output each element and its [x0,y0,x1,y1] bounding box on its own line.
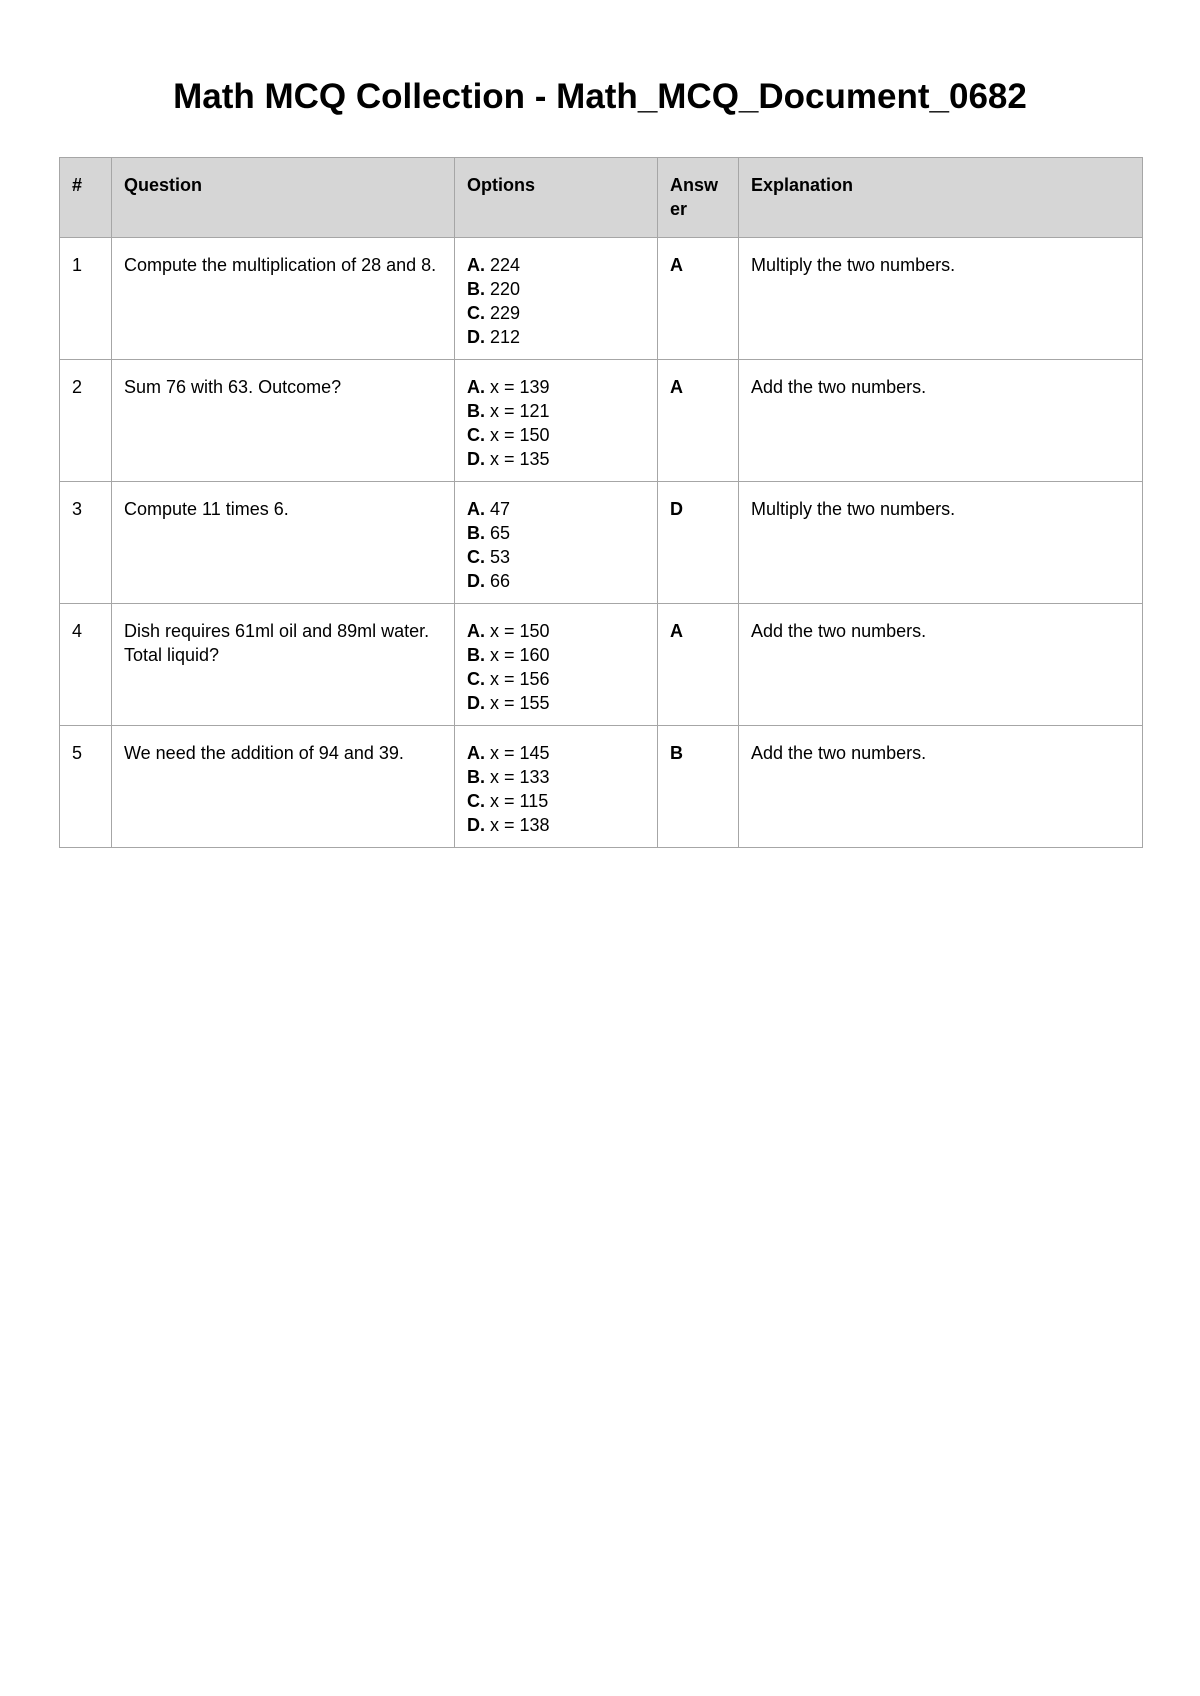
option-line [467,667,645,691]
option-text: 65 [490,523,511,543]
option-line [467,643,645,667]
option-text: 53 [490,547,511,567]
mcq-table [59,157,1143,848]
question-text: Sum 76 with 63. Outcome? [112,360,455,482]
option-letter: A. [467,621,485,641]
option-text: x = 156 [490,669,550,689]
option-line [467,253,645,277]
option-text: x = 150 [490,621,550,641]
option-text: x = 139 [490,377,550,397]
option-line [467,301,645,325]
question-number: 1 [60,238,112,360]
table-row [60,238,1143,360]
table-row [60,726,1143,848]
option-letter: A. [467,377,485,397]
answer-cell: A [658,360,739,482]
option-letter: D. [467,693,485,713]
option-line [467,691,645,715]
header-answer: Answer [658,158,739,238]
options-cell [455,238,658,360]
option-text: x = 115 [490,791,549,811]
option-letter: B. [467,401,485,421]
option-line [467,619,645,643]
option-text: x = 145 [490,743,550,763]
option-line [467,447,645,471]
option-letter: B. [467,279,485,299]
options-cell [455,604,658,726]
page-title: Math MCQ Collection - Math_MCQ_Document_0682 [173,77,1027,116]
option-letter: C. [467,303,485,323]
explanation-cell: Add the two numbers. [739,726,1143,848]
header-question: Question [112,158,455,238]
table-row [60,604,1143,726]
options-cell [455,482,658,604]
option-text: 212 [490,327,521,347]
table-header [60,158,1143,238]
header-number: # [60,158,112,238]
option-line [467,813,645,837]
option-text: 220 [490,279,521,299]
option-text: x = 160 [490,645,550,665]
option-line [467,277,645,301]
option-letter: C. [467,791,485,811]
option-letter: C. [467,425,485,445]
option-line [467,569,645,593]
option-line [467,497,645,521]
option-line [467,423,645,447]
answer-cell: A [658,604,739,726]
table-row [60,482,1143,604]
option-line [467,521,645,545]
option-text: 229 [490,303,521,323]
question-number: 3 [60,482,112,604]
option-letter: D. [467,327,485,347]
option-text: 224 [490,255,521,275]
option-line [467,741,645,765]
option-letter: C. [467,547,485,567]
option-text: x = 138 [490,815,550,835]
option-letter: A. [467,499,485,519]
explanation-cell: Add the two numbers. [739,360,1143,482]
option-letter: B. [467,645,485,665]
option-line [467,375,645,399]
option-line [467,765,645,789]
question-text: Dish requires 61ml oil and 89ml water. Total liquid? [112,604,455,726]
option-line [467,325,645,349]
question-text: We need the addition of 94 and 39. [112,726,455,848]
option-letter: D. [467,815,485,835]
question-number: 2 [60,360,112,482]
header-row [60,158,1143,238]
explanation-cell: Multiply the two numbers. [739,482,1143,604]
table-body [60,238,1143,848]
option-letter: D. [467,449,485,469]
option-letter: B. [467,523,485,543]
question-text: Compute the multiplication of 28 and 8. [112,238,455,360]
option-text: x = 133 [490,767,550,787]
options-cell [455,360,658,482]
answer-cell: A [658,238,739,360]
option-text: x = 135 [490,449,550,469]
option-text: 47 [490,499,511,519]
option-text: x = 155 [490,693,550,713]
header-options: Options [455,158,658,238]
explanation-cell: Add the two numbers. [739,604,1143,726]
option-letter: C. [467,669,485,689]
option-letter: A. [467,743,485,763]
option-line [467,545,645,569]
option-text: 66 [490,571,511,591]
table-row [60,360,1143,482]
answer-cell: B [658,726,739,848]
header-explanation: Explanation [739,158,1143,238]
question-number: 5 [60,726,112,848]
option-text: x = 121 [490,401,550,421]
explanation-cell: Multiply the two numbers. [739,238,1143,360]
question-number: 4 [60,604,112,726]
option-letter: D. [467,571,485,591]
answer-cell: D [658,482,739,604]
option-letter: B. [467,767,485,787]
option-line [467,789,645,813]
option-line [467,399,645,423]
options-cell [455,726,658,848]
option-letter: A. [467,255,485,275]
option-text: x = 150 [490,425,550,445]
question-text: Compute 11 times 6. [112,482,455,604]
